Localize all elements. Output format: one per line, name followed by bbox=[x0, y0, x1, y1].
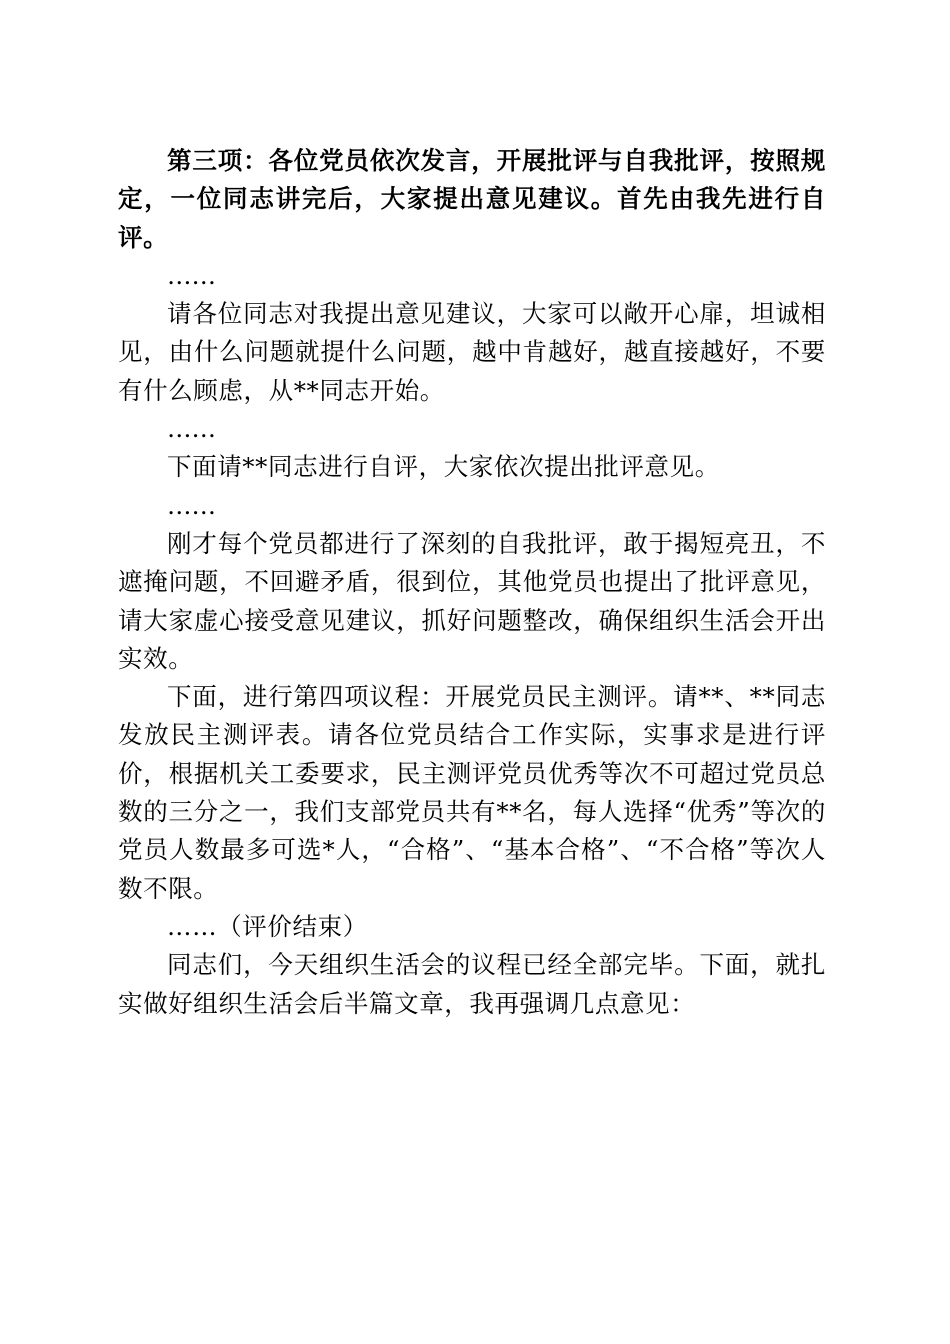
ellipsis-line: …… bbox=[167, 414, 216, 444]
paragraph-self-review: 下面请**同志进行自评，大家依次提出批评意见。 bbox=[167, 452, 720, 482]
paragraph-agenda-item-three: 第三项：各位党员依次发言，开展批评与自我批评，按照规定，一位同志讲完后，大家提出意见建议。首先由我先进行自评。 bbox=[118, 146, 826, 252]
paragraph-evaluation-end: ……（评价结束） bbox=[167, 911, 368, 941]
paragraph-summary: 刚才每个党员都进行了深刻的自我批评，敢于揭短亮丑，不遮掩问题，不回避矛盾，很到位，其他党员也提出了批评意见，请大家虚心接受意见建议，抓好问题整改，确保组织生活会开出实效。 bbox=[118, 528, 826, 673]
paragraph-agenda-item-four: 下面，进行第四项议程：开展党员民主测评。请**、**同志发放民主测评表。请各位党员结合工作实际，实事求是进行评价，根据机关工委要求，民主测评党员优秀等次不可超过党员总数的三分之一，我们支部党员共有**名，每人选择“优秀”等次的党员人数最多可选*人，“合格”、“基本合格”、“不合格”等次人数不限。 bbox=[118, 682, 826, 903]
paragraph-request-comments: 请各位同志对我提出意见建议，大家可以敞开心扉，坦诚相见，由什么问题就提什么问题，越中肯越好，越直接越好，不要有什么顾虑，从**同志开始。 bbox=[118, 299, 826, 405]
paragraph-closing: 同志们，今天组织生活会的议程已经全部完毕。下面，就扎实做好组织生活会后半篇文章，我再强调几点意见： bbox=[118, 950, 826, 1018]
ellipsis-line: …… bbox=[167, 260, 216, 290]
document-body bbox=[118, 142, 826, 1023]
ellipsis-line: …… bbox=[167, 490, 216, 520]
